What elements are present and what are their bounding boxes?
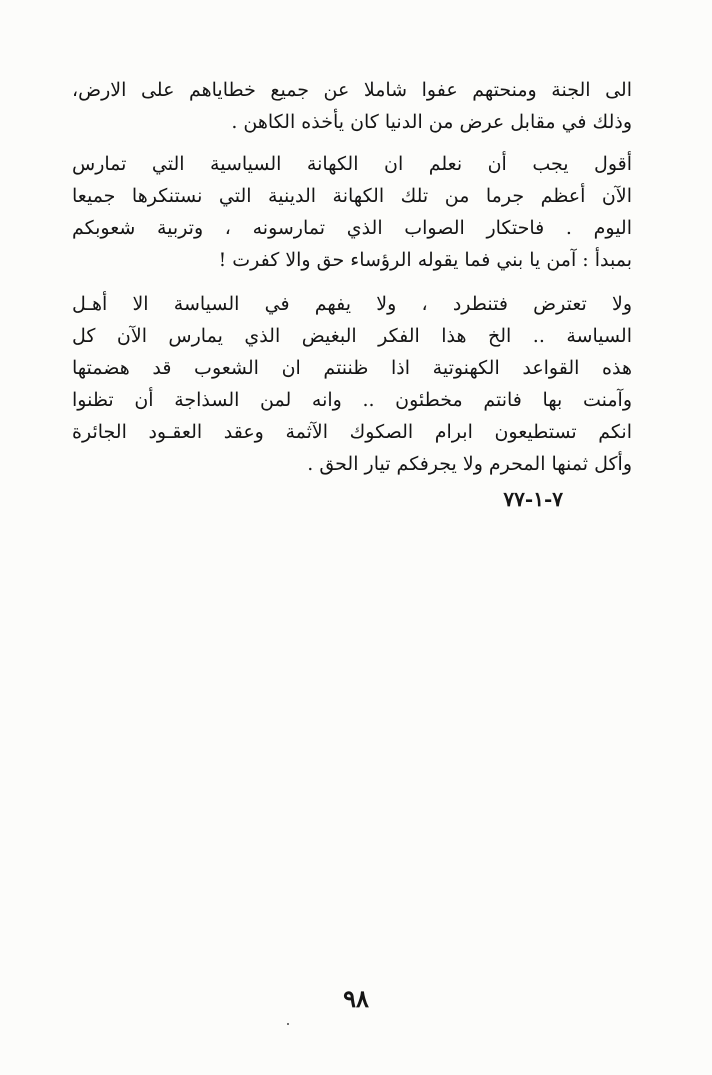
paragraph-3 — [72, 288, 632, 480]
text-line: الى الجنة ومنحتهم عفوا شاملا عن جميع خطاياهم على الارض، — [72, 79, 632, 101]
text-line: السياسة .. الخ هذا الفكر البغيض الذي يمارس الآن كل — [72, 325, 632, 347]
text-line: الآن أعظم جرما من تلك الكهانة الدينية التي نستنكرها جميعا — [72, 185, 632, 207]
text-line: اليوم . فاحتكار الصواب الذي تمارسونه ، وتربية شعوبكم — [72, 217, 632, 239]
paragraph-2 — [72, 148, 632, 276]
text-line: أقول يجب أن نعلم ان الكهانة السياسية التي تمارس — [72, 153, 632, 175]
text-line: وآمنت بها فانتم مخطئون .. وانه لمن السذاجة أن تظنوا — [72, 389, 632, 411]
text-line: ولا تعترض فتنطرد ، ولا يفهم في السياسة الا أهـل — [72, 293, 632, 315]
page-number: ٩٨ — [343, 984, 369, 1013]
text-line: وأكل ثمنها المحرم ولا يجرفكم تيار الحق . — [307, 453, 632, 475]
date-signature: ٧-١-٧٧ — [503, 487, 563, 511]
text-line: هذه القواعد الكهنوتية اذا ظننتم ان الشعوب قد هضمتها — [72, 357, 632, 379]
text-line: وذلك في مقابل عرض من الدنيا كان يأخذه الكاهن . — [231, 111, 632, 133]
text-line: بمبدأ : آمن يا بني فما يقوله الرؤساء حق والا كفرت ! — [218, 249, 632, 271]
print-speck — [287, 1023, 289, 1025]
paragraph-1 — [72, 74, 632, 138]
text-line: انكم تستطيعون ابرام الصكوك الآثمة وعقد العقـود الجائرة — [72, 421, 632, 443]
